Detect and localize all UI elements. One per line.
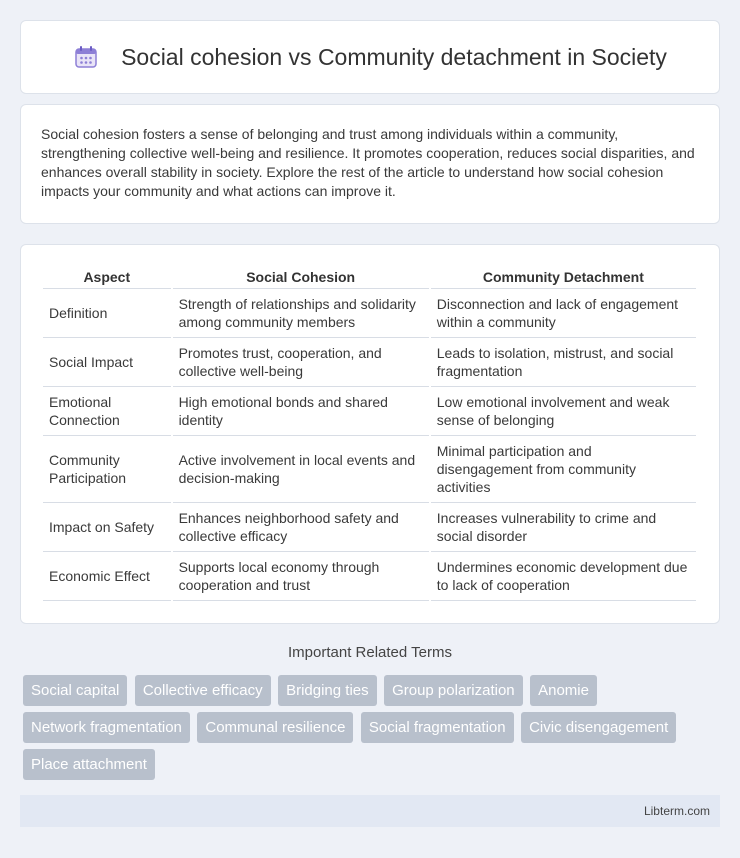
tag-bridging-ties[interactable]: Bridging ties — [278, 675, 377, 706]
tag-group-polarization[interactable]: Group polarization — [384, 675, 523, 706]
community-detachment-cell: Leads to isolation, mistrust, and social fragmentation — [431, 338, 696, 387]
intro-text: Social cohesion fosters a sense of belonging and trust among individuals within a community, strengthening collective well-being and resilience. It promotes cooperation, reduces social disparities, and enhances overall stability in society. Explore the rest of the article to understand how social cohesion impacts your community and what actions can improve it. — [41, 126, 695, 199]
page-title: Social cohesion vs Community detachment in Society — [121, 43, 667, 70]
tag-anomie[interactable]: Anomie — [530, 675, 597, 706]
tag-social-fragmentation[interactable]: Social fragmentation — [361, 712, 514, 743]
tag-civic-disengagement[interactable]: Civic disengagement — [521, 712, 676, 743]
tag-collective-efficacy[interactable]: Collective efficacy — [135, 675, 271, 706]
header-card — [20, 20, 720, 94]
table-row — [43, 387, 696, 436]
social-cohesion-cell: Active involvement in local events and decision-making — [173, 436, 429, 503]
header-aspect: Aspect — [43, 267, 171, 289]
header-community-detachment: Community Detachment — [431, 267, 696, 289]
table-header-row — [43, 267, 696, 289]
community-detachment-cell: Low emotional involvement and weak sense of belonging — [431, 387, 696, 436]
table-row — [43, 552, 696, 601]
aspect-cell: Social Impact — [43, 338, 171, 387]
table-row — [43, 289, 696, 338]
intro-card — [20, 104, 720, 224]
social-cohesion-cell: Promotes trust, cooperation, and collective well-being — [173, 338, 429, 387]
social-cohesion-cell: Supports local economy through cooperation and trust — [173, 552, 429, 601]
tag-social-capital[interactable]: Social capital — [23, 675, 127, 706]
community-detachment-cell: Minimal participation and disengagement from community activities — [431, 436, 696, 503]
social-cohesion-cell: Strength of relationships and solidarity among community members — [173, 289, 429, 338]
tag-communal-resilience[interactable]: Communal resilience — [197, 712, 353, 743]
tag-network-fragmentation[interactable]: Network fragmentation — [23, 712, 190, 743]
related-terms-title: Important Related Terms — [288, 644, 452, 661]
aspect-cell: Emotional Connection — [43, 387, 171, 436]
table-row — [43, 503, 696, 552]
social-cohesion-cell: Enhances neighborhood safety and collective efficacy — [173, 503, 429, 552]
footer — [20, 795, 720, 827]
comparison-table-card — [20, 244, 720, 624]
comparison-table — [41, 267, 698, 601]
community-detachment-cell: Undermines economic development due to lack of cooperation — [431, 552, 696, 601]
related-terms-tags — [23, 675, 723, 786]
aspect-cell: Impact on Safety — [43, 503, 171, 552]
community-detachment-cell: Disconnection and lack of engagement within a community — [431, 289, 696, 338]
header-social-cohesion: Social Cohesion — [173, 267, 429, 289]
footer-site-link[interactable]: Libterm.com — [643, 804, 710, 818]
social-cohesion-cell: High emotional bonds and shared identity — [173, 387, 429, 436]
table-row — [43, 436, 696, 503]
calendar-icon — [73, 44, 99, 70]
community-detachment-cell: Increases vulnerability to crime and social disorder — [431, 503, 696, 552]
tag-place-attachment[interactable]: Place attachment — [23, 749, 155, 780]
aspect-cell: Economic Effect — [43, 552, 171, 601]
aspect-cell: Definition — [43, 289, 171, 338]
aspect-cell: Community Participation — [43, 436, 171, 503]
table-row — [43, 338, 696, 387]
